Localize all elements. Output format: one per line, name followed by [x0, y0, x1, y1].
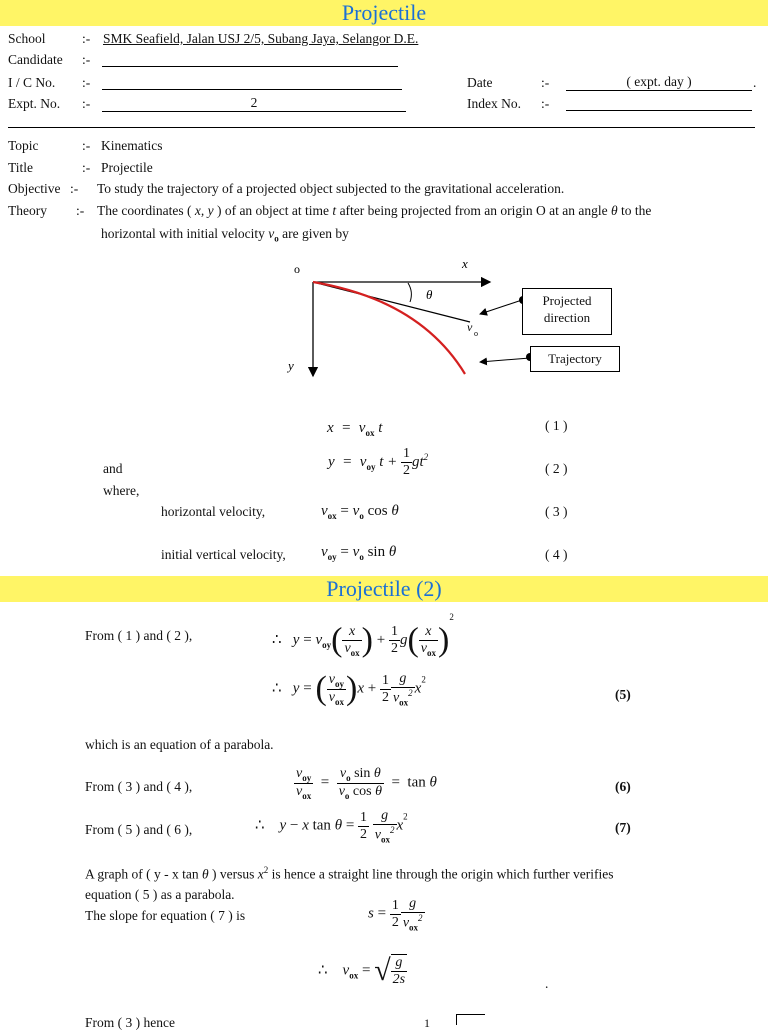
equation-substitution: ∴ $y = v_{oy}$( $\frac{x}{v_{ox}}$ ) + $\frac{1}{2}$ g( $\frac{x}{v_{ox}}$ )$^2$ — [272, 612, 454, 659]
equation-1: $x = v_{ox}$ t — [327, 420, 383, 438]
partial-equation-one: 1 — [424, 1016, 430, 1030]
date-field[interactable]: ( expt. day ) — [566, 74, 752, 91]
where-label: where, — [103, 483, 140, 498]
angle-label: θ — [426, 287, 433, 302]
expt-number-field[interactable]: 2 — [102, 95, 406, 112]
title-sep: :- — [82, 160, 91, 175]
horizontal-velocity-label: horizontal velocity, — [161, 504, 266, 519]
angle-arc — [408, 283, 411, 302]
equation-4-number: ( 4 ) — [545, 547, 568, 562]
topic-label: Topic — [8, 138, 39, 153]
equation-5-number: (5) — [615, 687, 631, 702]
date-dot: . — [753, 75, 757, 90]
projected-direction-box: Projected direction — [522, 288, 612, 335]
objective-label: Objective — [8, 181, 61, 196]
candidate-sep: :- — [82, 52, 91, 67]
y-axis-label: y — [288, 358, 294, 373]
theory-sep: :- — [76, 203, 85, 218]
expt-sep: :- — [82, 96, 91, 111]
partial-root-sign — [456, 1014, 485, 1025]
index-label: Index No. — [467, 96, 521, 111]
equation-4: $v_{oy} = v_o$ sin θ — [321, 544, 397, 562]
origin-label: o — [294, 262, 300, 276]
ic-label: I / C No. — [8, 75, 56, 90]
equation-3-number: ( 3 ) — [545, 504, 568, 519]
trajectory-box: Trajectory — [530, 346, 620, 372]
objective-value: To study the trajectory of a projected object subjected to the gravitational acceleration. — [97, 181, 565, 196]
from-1-2-label: From ( 1 ) and ( 2 ), — [85, 628, 193, 643]
initial-velocity-line — [313, 282, 470, 322]
velocity-label: v — [467, 320, 473, 334]
title-label: Title — [8, 160, 34, 175]
expt-label: Expt. No. — [8, 96, 61, 111]
equation-6-number: (6) — [615, 779, 631, 794]
trajectory-curve — [313, 282, 465, 374]
ic-field[interactable] — [102, 74, 402, 90]
index-field[interactable] — [566, 95, 752, 111]
vertical-velocity-label: initial vertical velocity, — [161, 547, 286, 562]
from-5-6-label: From ( 5 ) and ( 6 ), — [85, 822, 193, 837]
equation-7: ∴ y − x tan θ = $\frac{1}{2}$ $\frac{g}{v_{ox}^2}$ $x^2$ — [255, 808, 408, 845]
graph-text-line-1: A graph of ( y - x tan θ ) versus $x^2$ is hence a straight line through the origin which further verifies — [85, 865, 614, 882]
projected-pointer — [480, 300, 522, 314]
parabola-text: which is an equation of a parabola. — [85, 737, 274, 752]
graph-text-line-2: equation ( 5 ) as a parabola. — [85, 887, 235, 902]
equation-3: $v_{ox} = v_o$ cos θ — [321, 503, 399, 521]
equation-1-number: ( 1 ) — [545, 418, 568, 433]
topic-value: Kinematics — [101, 138, 163, 153]
equation-5: ∴ y = ( $\frac{v_{oy}}{v_{ox}}$ )x + $\frac{1}{2}$ $\frac{g}{v_{ox}^2}$ $x^2$ — [272, 670, 426, 708]
equation-7-number: (7) — [615, 820, 631, 835]
school-sep: :- — [82, 31, 91, 46]
candidate-label: Candidate — [8, 52, 63, 67]
candidate-field[interactable] — [102, 51, 398, 67]
date-label: Date — [467, 75, 493, 90]
trajectory-pointer — [480, 358, 530, 362]
school-value: SMK Seafield, Jalan USJ 2/5, Subang Jaya, Selangor D.E. — [103, 31, 419, 46]
topic-sep: :- — [82, 138, 91, 153]
school-label: School — [8, 31, 46, 46]
velocity-subscript: o — [474, 329, 478, 338]
from-3-4-label: From ( 3 ) and ( 4 ), — [85, 779, 193, 794]
equation-6: $\frac{v_{oy}}{v_{ox}}$ = $\frac{v_o \sin \theta}{v_o \cos \theta}$ = tan θ — [296, 766, 437, 801]
vox-equation: ∴ $v_{ox}$ = √ $\frac{g}{2s}$ — [318, 954, 406, 987]
objective-sep: :- — [70, 181, 79, 196]
index-sep: :- — [541, 96, 550, 111]
from-3-label: From ( 3 ) hence — [85, 1015, 175, 1030]
x-axis-label: x — [462, 256, 468, 271]
page-title-2: Projectile (2) — [0, 576, 768, 602]
ic-sep: :- — [82, 75, 91, 90]
page-title: Projectile — [0, 0, 768, 26]
and-label: and — [103, 461, 123, 476]
equation-2-number: ( 2 ) — [545, 461, 568, 476]
header-divider — [8, 127, 755, 128]
theory-line-2: horizontal with initial velocity $v_o$ are given by — [101, 226, 349, 244]
title-value: Projectile — [101, 160, 153, 175]
equation-2: $y = v_{oy}$ t + $\frac{1}{2}$ $gt^2$ — [328, 446, 429, 478]
trailing-dot: . — [545, 976, 549, 991]
slope-equation: s = $\frac{1}{2}$ $\frac{g}{v_{ox}^2}$ — [368, 896, 423, 933]
theory-line-1: The coordinates ( x, y ) of an object at time t after being projected from an origin O at an angle θ to the — [97, 203, 652, 218]
slope-text: The slope for equation ( 7 ) is — [85, 908, 246, 923]
date-sep: :- — [541, 75, 550, 90]
theory-label: Theory — [8, 203, 47, 218]
